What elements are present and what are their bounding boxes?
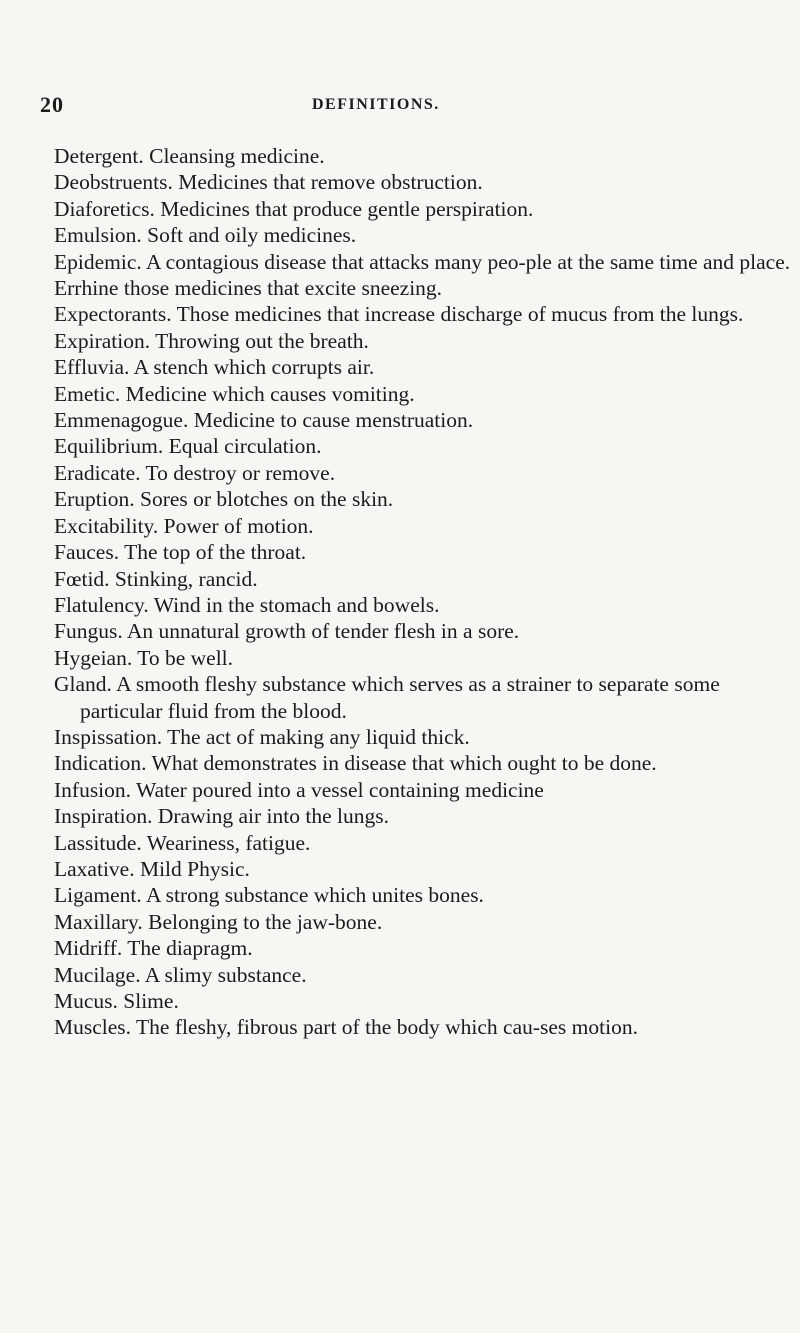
definition-entry: Diaforetics. Medicines that produce gentle perspiration. <box>54 196 534 221</box>
definition-entry: Fungus. An unnatural growth of tender flesh in a sore. <box>54 619 520 644</box>
definition-entry: Flatulency. Wind in the stomach and bowels. <box>54 592 440 617</box>
definition-entry: Lassitude. Weariness, fatigue. <box>54 830 311 855</box>
definition-entry: Inspissation. The act of making any liquid thick. <box>54 724 470 749</box>
running-head: DEFINITIONS. <box>312 96 440 113</box>
definition-entry: Mucus. Slime. <box>54 989 179 1013</box>
definition-entry: Detergent. Cleansing medicine. <box>54 144 325 168</box>
definition-entry: Expectorants. Those medicines that increase discharge of mucus from the lungs. <box>54 302 744 327</box>
definition-entry: Indication. What demonstrates in disease that which ought to be done. <box>54 751 657 776</box>
definition-entry: Eradicate. To destroy or remove. <box>54 460 336 485</box>
definition-list <box>54 143 794 1041</box>
definition-entry: Excitability. Power of motion. <box>54 513 314 538</box>
definition-entry: Gland. A smooth fleshy substance which serves as a strainer to separate some particular fluid from the blood. <box>54 672 720 723</box>
definition-entry: Inspiration. Drawing air into the lungs. <box>54 804 389 829</box>
definition-entry: Emmenagogue. Medicine to cause menstruation. <box>54 408 474 433</box>
definition-entry: Errhine those medicines that excite sneezing. <box>54 276 443 301</box>
page-number: 20 <box>40 92 64 117</box>
definition-entry: Effluvia. A stench which corrupts air. <box>54 355 375 380</box>
definition-entry: Emetic. Medicine which causes vomiting. <box>54 381 415 406</box>
definition-entry: Midriff. The diapragm. <box>54 936 253 961</box>
definition-entry: Hygeian. To be well. <box>54 645 234 670</box>
definition-entry: Equilibrium. Equal circulation. <box>54 434 322 459</box>
definition-entry: Mucilage. A slimy substance. <box>54 962 307 987</box>
definition-entry: Eruption. Sores or blotches on the skin. <box>54 487 394 512</box>
definition-entry: Fœtid. Stinking, rancid. <box>54 566 258 591</box>
definition-entry: Infusion. Water poured into a vessel containing medicine <box>54 777 544 802</box>
definition-entry: Ligament. A strong substance which unites bones. <box>54 883 484 908</box>
definition-entry: Muscles. The fleshy, fibrous part of the body which cau-ses motion. <box>54 1015 638 1040</box>
definition-entry: Expiration. Throwing out the breath. <box>54 328 369 353</box>
definition-entry: Laxative. Mild Physic. <box>54 856 250 881</box>
definition-entry: Deobstruents. Medicines that remove obstruction. <box>54 170 483 195</box>
definition-entry: Maxillary. Belonging to the jaw-bone. <box>54 909 383 934</box>
definition-entry: Emulsion. Soft and oily medicines. <box>54 223 357 248</box>
definition-entry: Fauces. The top of the throat. <box>54 540 307 565</box>
definition-entry: Epidemic. A contagious disease that attacks many peo-ple at the same time and place. <box>54 249 791 274</box>
